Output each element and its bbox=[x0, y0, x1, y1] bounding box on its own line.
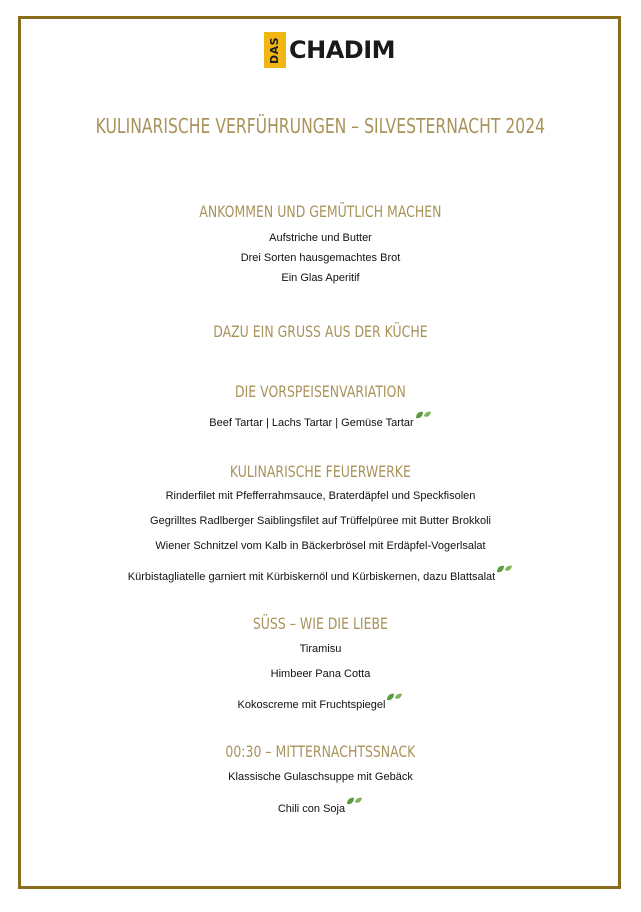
section-heading-mains: KULINARISCHE FEUERWERKE bbox=[229, 462, 411, 481]
logo-name: CHADIM bbox=[289, 36, 396, 64]
restaurant-logo bbox=[264, 32, 395, 68]
menu-item: Drei Sorten hausgemachtes Brot bbox=[240, 252, 401, 264]
menu-item: Ein Glas Aperitif bbox=[281, 272, 360, 284]
logo-prefix: DAS bbox=[268, 36, 282, 64]
menu-item: Gegrilltes Radlberger Saiblingsfilet auf Trüffelpüree mit Butter Brokkoli bbox=[150, 515, 491, 527]
menu-item-vegetarian bbox=[0, 796, 641, 815]
menu-item: Wiener Schnitzel vom Kalb in Bäckerbrösel mit Erdäpfel-Vogerlsalat bbox=[155, 540, 486, 552]
vegetarian-leaf-icon bbox=[415, 410, 432, 421]
menu-item: Tiramisu bbox=[299, 643, 342, 655]
menu-title: KULINARISCHE VERFÜHRUNGEN – SILVESTERNACHT 2024 bbox=[95, 114, 546, 138]
logo-badge bbox=[264, 32, 286, 68]
section-heading-arrival: ANKOMMEN UND GEMÜTLICH MACHEN bbox=[199, 202, 442, 221]
menu-item-vegetarian bbox=[0, 410, 641, 429]
menu-item-text: Chili con Soja bbox=[277, 803, 346, 815]
menu-item-vegetarian bbox=[0, 564, 641, 583]
vegetarian-leaf-icon bbox=[496, 564, 513, 575]
menu-item: Aufstriche und Butter bbox=[269, 232, 372, 244]
menu-item-text: Kokoscreme mit Fruchtspiegel bbox=[237, 699, 386, 711]
section-heading-greeting: DAZU EIN GRUSS AUS DER KÜCHE bbox=[213, 322, 428, 341]
menu-item-text: Kürbistagliatelle garniert mit Kürbiskernöl und Kürbiskernen, dazu Blattsalat bbox=[127, 571, 496, 583]
vegetarian-leaf-icon bbox=[346, 796, 363, 807]
vegetarian-leaf-icon bbox=[386, 692, 403, 703]
section-heading-starters: DIE VORSPEISENVARIATION bbox=[235, 382, 406, 401]
section-heading-midnight-snack: 00:30 – MITTERNACHTSSNACK bbox=[225, 742, 416, 761]
menu-item-text: Beef Tartar | Lachs Tartar | Gemüse Tartar bbox=[209, 417, 414, 429]
menu-item: Rinderfilet mit Pfefferrahmsauce, Braterdäpfel und Speckfisolen bbox=[165, 490, 476, 502]
section-heading-desserts: SÜSS – WIE DIE LIEBE bbox=[252, 614, 388, 633]
menu-item: Himbeer Pana Cotta bbox=[270, 668, 371, 680]
menu-item: Klassische Gulaschsuppe mit Gebäck bbox=[228, 771, 413, 783]
menu-item-vegetarian bbox=[0, 692, 641, 711]
